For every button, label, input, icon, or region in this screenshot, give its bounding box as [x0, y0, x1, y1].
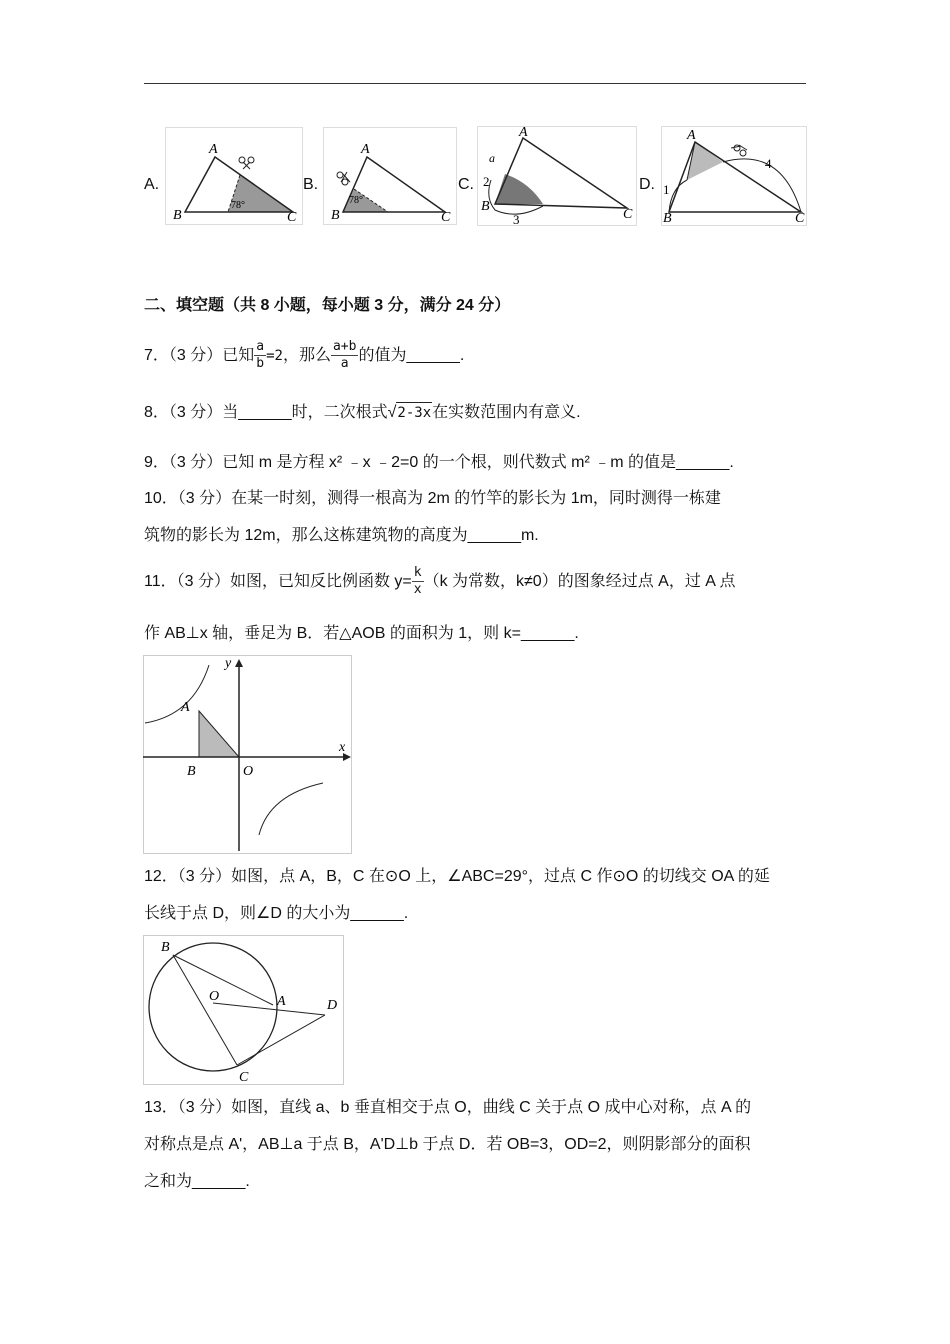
- question-13-line-2: 对称点是点 A'，AB⊥a 于点 B，A'D⊥b 于点 D．若 OB=3，OD=2，则阴影部分的面积: [144, 1136, 751, 1153]
- question-10-line-2: 筑物的影长为 12m，那么这栋建筑物的高度为______m.: [144, 527, 539, 544]
- fig11-point-o: O: [243, 764, 254, 779]
- figure-12-circle: [143, 935, 344, 1085]
- question-13-line-3: 之和为______.: [144, 1173, 250, 1190]
- option-a-vertex-a: A: [209, 142, 218, 157]
- sqrt-icon: √: [387, 404, 397, 421]
- question-7: [144, 338, 464, 374]
- q7-frac1-den: b: [256, 356, 265, 372]
- q8-suffix: 在实数范围内有意义.: [432, 404, 581, 421]
- option-a-label: A.: [144, 176, 160, 193]
- fig11-x-label: x: [339, 740, 346, 755]
- option-d-label-4: 4: [765, 156, 772, 171]
- q11-suffix: （k 为常数，k≠0）的图象经过点 A，过 A 点: [423, 573, 736, 590]
- option-d-vertex-a: A: [687, 128, 696, 143]
- question-11-line-2: 作 AB⊥x 轴，垂足为 B．若△AOB 的面积为 1，则 k=______.: [144, 625, 579, 642]
- q8-radicand: 2-3x: [396, 402, 432, 423]
- option-d-vertex-b: B: [663, 211, 672, 226]
- q7-prefix: 7．（3 分）已知: [144, 347, 255, 364]
- figure-11-graph: [143, 655, 352, 854]
- fig11-point-a: A: [181, 700, 190, 715]
- option-b-figure: [323, 127, 457, 225]
- q11-frac-num: k: [413, 565, 422, 581]
- option-a-figure: [165, 127, 303, 225]
- q7-fraction-aplusb-over-a: [331, 339, 358, 372]
- option-c-figure: [477, 126, 637, 226]
- option-b-label: B.: [303, 176, 319, 193]
- fig11-point-b: B: [187, 764, 196, 779]
- q7-frac2-num: a+b: [332, 339, 357, 355]
- option-a-vertex-b: B: [173, 208, 182, 223]
- q11-frac-den: x: [413, 582, 422, 598]
- fig12-point-c: C: [239, 1070, 249, 1085]
- q11-fraction-k-over-x: [412, 565, 424, 598]
- option-c-vertex-c: C: [623, 207, 633, 222]
- option-b-vertex-a: A: [361, 142, 370, 157]
- option-d-vertex-c: C: [795, 211, 805, 226]
- q7-frac2-den: a: [340, 356, 349, 372]
- option-b-vertex-b: B: [331, 208, 340, 223]
- q7-suffix: 的值为______.: [358, 347, 465, 364]
- q7-middle: ，那么: [282, 347, 331, 364]
- option-c-label: C.: [458, 176, 474, 193]
- option-a-vertex-c: C: [287, 210, 297, 225]
- scissors-icon: [239, 157, 254, 169]
- question-13-line-1: 13．（3 分）如图，直线 a、b 垂直相交于点 O，曲线 C 关于点 O 成中心对称，点 A 的: [144, 1099, 752, 1116]
- option-c-label-2: 2: [483, 174, 490, 189]
- q7-frac1-num: a: [256, 339, 265, 355]
- question-9: 9．（3 分）已知 m 是方程 x² ﹣x ﹣2=0 的一个根，则代数式 m² ﹣m 的值是______.: [144, 454, 734, 471]
- question-12-line-2: 长线于点 D，则∠D 的大小为______.: [144, 905, 409, 922]
- option-b-vertex-c: C: [441, 210, 451, 225]
- question-11-line-1: [144, 564, 736, 600]
- option-d-label-1: 1: [663, 182, 670, 197]
- q8-prefix: 8．（3 分）当______时，二次根式: [144, 404, 388, 421]
- q7-equals: =2: [266, 348, 283, 364]
- question-12-line-1: 12．（3 分）如图，点 A，B，C 在⊙O 上，∠ABC=29°，过点 C 作⊙O 的切线交 OA 的延: [144, 868, 770, 885]
- fig12-point-b: B: [161, 940, 170, 955]
- header-rule: [144, 83, 806, 84]
- option-c-label-a: a: [489, 151, 495, 165]
- fig12-point-a: A: [277, 994, 286, 1009]
- option-d-figure: [661, 126, 807, 226]
- scissors-icon: [337, 172, 350, 185]
- option-c-vertex-b: B: [481, 199, 490, 214]
- question-8: [144, 402, 581, 423]
- option-c-vertex-a: A: [519, 126, 528, 140]
- fig12-point-o: O: [209, 989, 220, 1004]
- option-b-angle: 78°: [349, 195, 363, 206]
- section-title: 二、填空题（共 8 小题，每小题 3 分，满分 24 分）: [144, 297, 511, 314]
- option-d-label: D.: [639, 176, 655, 193]
- q7-fraction-a-over-b: [254, 339, 266, 372]
- option-a-angle: 78°: [231, 200, 245, 211]
- fig11-y-label: y: [225, 656, 232, 671]
- scissors-icon: [731, 145, 747, 156]
- option-c-label-3: 3: [513, 212, 520, 226]
- question-10-line-1: 10．（3 分）在某一时刻，测得一根高为 2m 的竹竿的影长为 1m，同时测得一栋建: [144, 490, 721, 507]
- q11-prefix: 11．（3 分）如图，已知反比例函数 y=: [144, 573, 412, 590]
- fig12-point-d: D: [327, 998, 338, 1013]
